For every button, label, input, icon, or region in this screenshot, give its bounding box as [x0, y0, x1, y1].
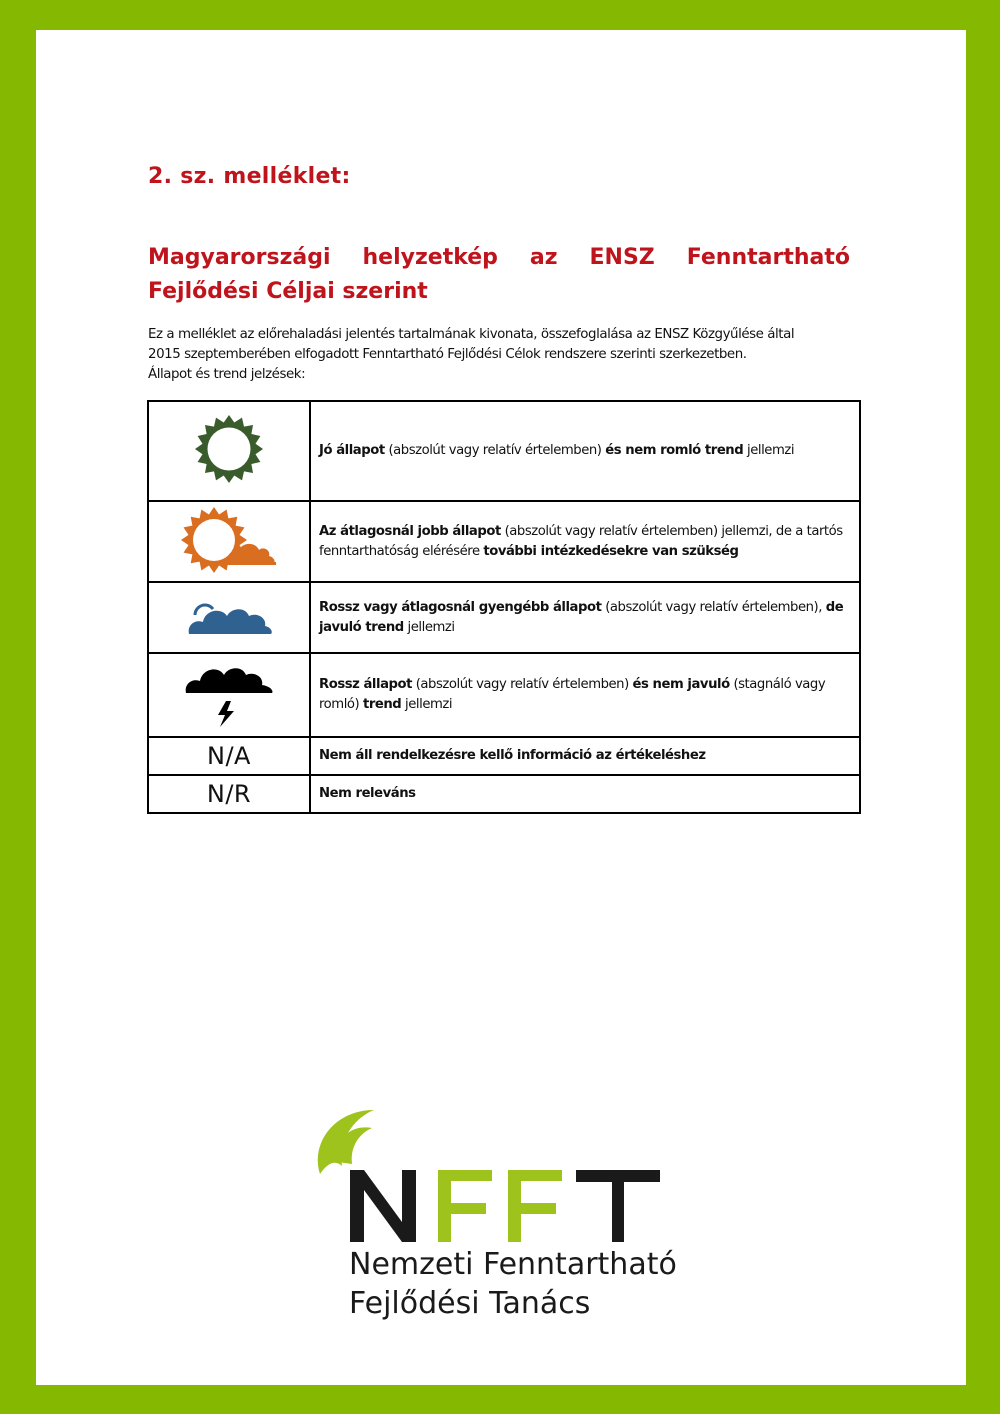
legend-icon-cell	[148, 501, 310, 582]
description-segment: Az átlagosnál jobb állapot	[319, 523, 501, 539]
legend-description	[310, 737, 860, 775]
description-segment: (abszolút vagy relatív értelemben)	[384, 443, 606, 458]
description-segment: (abszolút vagy relatív értelemben) jellemzi, de a tartós fenntarthatóság elérésére	[319, 523, 843, 559]
intro-paragraph	[148, 325, 860, 385]
description-segment: (stagnáló vagy romló)	[319, 677, 826, 712]
description-segment: Jó állapot	[319, 443, 385, 458]
not-available-code: N/A	[207, 742, 251, 770]
description-segment: trend	[362, 697, 402, 712]
legend-description	[310, 401, 860, 501]
intro-line: 2015 szeptemberében elfogadott Fenntartható Fejlődési Célok rendszere szerinti szerkezetben.	[148, 347, 747, 362]
description-segment: és nem javuló	[632, 677, 730, 692]
intro-line: Ez a melléklet az előrehaladási jelentés tartalmának kivonata, összefoglalása az ENSZ Közgyűlése által	[148, 327, 795, 342]
legend-code-cell	[148, 775, 310, 813]
description-segment: (abszolút vagy relatív értelemben),	[601, 599, 826, 615]
legend-row	[148, 737, 860, 775]
description-segment: Nem áll rendelkezésre kellő információ az értékeléshez	[319, 748, 706, 763]
description-segment: de javuló trend	[319, 599, 844, 635]
annex-heading: 2. sz. melléklet:	[148, 164, 351, 189]
organization-name-line: Nemzeti Fenntartható	[349, 1247, 677, 1282]
legend-row	[148, 501, 860, 582]
description-segment: jellemzi	[401, 697, 453, 712]
sun-behind-cloud-icon	[181, 504, 277, 576]
sun-icon	[193, 413, 265, 485]
legend-row	[148, 653, 860, 737]
organization-name	[349, 1245, 677, 1323]
legend-description	[310, 501, 860, 582]
legend-row	[148, 582, 860, 653]
description-segment: és nem romló trend	[605, 443, 744, 458]
nfft-logo	[298, 1104, 718, 1354]
description-segment: (abszolút vagy relatív értelemben)	[411, 677, 633, 692]
description-segment: Rossz állapot	[319, 677, 412, 692]
description-segment: további intézkedésekre van szükség	[483, 543, 739, 559]
legend-caption: Állapot és trend jelzések:	[148, 367, 306, 382]
description-segment: jellemzi	[743, 443, 795, 458]
status-trend-legend-table	[147, 400, 861, 814]
legend-code-cell	[148, 737, 310, 775]
description-segment: Nem releváns	[319, 786, 416, 801]
legend-icon-cell	[148, 401, 310, 501]
legend-icon-cell	[148, 582, 310, 653]
legend-row	[148, 401, 860, 501]
description-segment: jellemzi	[403, 619, 455, 635]
legend-icon-cell	[148, 653, 310, 737]
legend-description	[310, 582, 860, 653]
cloud-icon	[185, 594, 273, 638]
not-relevant-code: N/R	[206, 780, 252, 808]
document-title: Magyarországi helyzetkép az ENSZ Fenntartható Fejlődési Céljai szerint	[148, 245, 850, 304]
storm-cloud-icon	[184, 655, 274, 731]
nfft-logo-mark	[298, 1104, 718, 1254]
organization-name-line: Fejlődési Tanács	[349, 1286, 591, 1321]
legend-description	[310, 653, 860, 737]
description-segment: Rossz vagy átlagosnál gyengébb állapot	[319, 599, 602, 615]
legend-description	[310, 775, 860, 813]
legend-row	[148, 775, 860, 813]
document-page	[36, 30, 966, 1385]
